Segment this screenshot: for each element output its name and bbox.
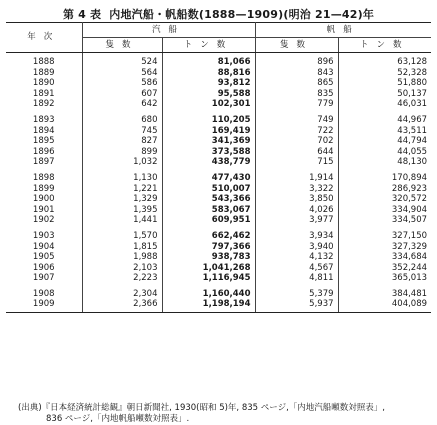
sail-ships-cell: 715 [255, 157, 338, 168]
steam-tons-cell: 169,419 [162, 126, 255, 137]
steam-tons-cell: 938,783 [162, 252, 255, 263]
year-cell: 1891 [6, 89, 82, 100]
sail-ships-cell: 4,132 [255, 252, 338, 263]
steam-tons-cell: 583,067 [162, 205, 255, 216]
table-row [6, 205, 431, 216]
steam-ships-header: 隻数 [82, 38, 162, 53]
sail-tons-cell: 327,150 [391, 230, 428, 241]
sail-tons-cell: 334,507 [391, 215, 428, 226]
sail-tons-cell: 52,328 [397, 67, 428, 78]
steam-ships-cell: 2,366 [82, 299, 162, 312]
year-cell: 1903 [6, 226, 82, 242]
sail-tons-cell: 44,967 [397, 114, 428, 125]
steam-ships-cell: 745 [82, 126, 162, 137]
sail-tons-cell: 286,923 [391, 183, 428, 194]
steam-tons-cell: 1,198,194 [162, 299, 255, 312]
sail-ships-cell: 865 [255, 78, 338, 89]
table-row [6, 89, 431, 100]
sail-tons-cell: 327,329 [391, 241, 428, 252]
steam-tons-cell: 341,369 [162, 136, 255, 147]
year-cell: 1905 [6, 252, 82, 263]
ship-statistics-table [6, 22, 431, 313]
sail-ships-cell: 4,026 [255, 205, 338, 216]
steam-ships-cell: 1,815 [82, 242, 162, 253]
sail-ships-cell: 779 [255, 99, 338, 110]
steam-tons-cell: 1,116,945 [162, 273, 255, 284]
steam-ships-cell: 827 [82, 136, 162, 147]
steam-tons-cell: 438,779 [162, 157, 255, 168]
sail-ships-cell: 3,977 [255, 215, 338, 226]
table-row [6, 252, 431, 263]
steam-tons-cell: 797,366 [162, 242, 255, 253]
sail-tons-cell: 44,794 [397, 136, 428, 147]
sail-ships-cell: 3,940 [255, 242, 338, 253]
steam-tons-cell: 1,160,440 [162, 284, 255, 300]
steam-group-header: 汽船 [82, 23, 255, 38]
year-cell: 1900 [6, 194, 82, 205]
sail-ships-cell: 722 [255, 126, 338, 137]
sail-tons-cell: 48,130 [397, 157, 428, 168]
sail-ships-cell: 3,850 [255, 194, 338, 205]
table-row [6, 184, 431, 195]
table-row [6, 110, 431, 126]
sail-ships-cell: 3,934 [255, 226, 338, 242]
sail-tons-cell: 352,244 [391, 262, 428, 273]
steam-tons-cell: 510,007 [162, 184, 255, 195]
sail-tons-cell: 404,089 [338, 299, 431, 312]
table-row [6, 284, 431, 300]
steam-tons-cell: 477,430 [162, 168, 255, 184]
table-row [6, 53, 431, 68]
steam-tons-header: トン数 [162, 38, 255, 53]
year-cell: 1893 [6, 110, 82, 126]
table-row [6, 147, 431, 158]
year-cell: 1908 [6, 284, 82, 300]
source-note [18, 403, 430, 425]
year-cell: 1899 [6, 184, 82, 195]
steam-ships-cell: 1,441 [82, 215, 162, 226]
steam-tons-cell: 81,066 [162, 53, 255, 68]
source-line-1: (出典)『日本経済統計総観』朝日新聞社, 1930(昭和 5)年, 835 ページ,「内地汽船噸数対照表」, [18, 403, 385, 413]
steam-ships-cell: 2,103 [82, 263, 162, 274]
table-row [6, 68, 431, 79]
sail-tons-header: トン数 [338, 38, 431, 53]
year-cell: 1889 [6, 68, 82, 79]
sail-tons-cell: 63,128 [397, 57, 428, 67]
table-body [6, 53, 431, 313]
year-cell: 1892 [6, 99, 82, 110]
steam-ships-cell: 1,329 [82, 194, 162, 205]
steam-ships-cell: 642 [82, 99, 162, 110]
table-title [0, 6, 437, 22]
table-row [6, 273, 431, 284]
steam-ships-cell: 607 [82, 89, 162, 100]
year-cell: 1902 [6, 215, 82, 226]
sail-tons-cell: 384,481 [391, 288, 428, 299]
sail-ships-cell: 644 [255, 147, 338, 158]
table-row [6, 194, 431, 205]
table-row [6, 226, 431, 242]
year-cell: 1898 [6, 168, 82, 184]
steam-ships-cell: 1,221 [82, 184, 162, 195]
sail-tons-cell: 334,684 [391, 252, 428, 263]
sail-tons-cell: 365,013 [391, 273, 428, 284]
steam-ships-cell: 524 [82, 53, 162, 68]
sail-tons-cell: 46,031 [397, 99, 428, 110]
year-cell: 1906 [6, 263, 82, 274]
sail-ships-cell: 896 [255, 53, 338, 68]
steam-tons-cell: 1,041,268 [162, 263, 255, 274]
table-row [6, 263, 431, 274]
steam-ships-cell: 1,032 [82, 157, 162, 168]
year-cell: 1890 [6, 78, 82, 89]
table-row [6, 215, 431, 226]
sail-ships-cell: 749 [255, 110, 338, 126]
sail-tons-cell: 170,894 [391, 172, 428, 183]
steam-tons-cell: 662,462 [162, 226, 255, 242]
steam-tons-cell: 88,816 [162, 68, 255, 79]
steam-ships-cell: 1,988 [82, 252, 162, 263]
table-row [6, 157, 431, 168]
steam-tons-cell: 373,588 [162, 147, 255, 158]
table-number: 第 4 表 [62, 8, 102, 21]
sail-ships-cell: 843 [255, 68, 338, 79]
sail-ships-cell: 5,379 [255, 284, 338, 300]
sail-ships-header: 隻数 [255, 38, 338, 53]
sail-tons-cell: 43,511 [397, 125, 428, 136]
table-row [6, 99, 431, 110]
source-line-2: 836 ページ,「内地帆船噸数対照表」. [46, 414, 190, 424]
year-cell: 1894 [6, 126, 82, 137]
sail-ships-cell: 835 [255, 89, 338, 100]
table-row [6, 136, 431, 147]
steam-tons-cell: 543,366 [162, 194, 255, 205]
table-row [6, 78, 431, 89]
year-cell: 1897 [6, 157, 82, 168]
year-cell: 1909 [6, 299, 82, 312]
year-cell: 1895 [6, 136, 82, 147]
steam-ships-cell: 1,395 [82, 205, 162, 216]
table-title-text: 内地汽船・帆船数(1888—1909)(明治 21—42)年 [109, 8, 375, 21]
sail-ships-cell: 4,567 [255, 263, 338, 274]
sail-tons-cell: 44,055 [397, 146, 428, 157]
steam-ships-cell: 899 [82, 147, 162, 158]
steam-tons-cell: 95,588 [162, 89, 255, 100]
steam-ships-cell: 680 [82, 110, 162, 126]
sail-group-header: 帆船 [255, 23, 431, 38]
steam-ships-cell: 1,570 [82, 226, 162, 242]
steam-ships-cell: 2,304 [82, 284, 162, 300]
sail-tons-cell: 320,572 [391, 194, 428, 205]
steam-ships-cell: 586 [82, 78, 162, 89]
year-cell: 1896 [6, 147, 82, 158]
year-cell: 1901 [6, 205, 82, 216]
sail-ships-cell: 702 [255, 136, 338, 147]
sail-ships-cell: 1,914 [255, 168, 338, 184]
year-cell: 1904 [6, 242, 82, 253]
table-row [6, 168, 431, 184]
year-cell: 1888 [6, 53, 82, 68]
sail-tons-cell: 50,137 [397, 88, 428, 99]
steam-ships-cell: 1,130 [82, 168, 162, 184]
sail-tons-cell: 51,880 [397, 78, 428, 89]
year-column-header: 年次 [6, 23, 82, 53]
steam-tons-cell: 609,951 [162, 215, 255, 226]
steam-ships-cell: 2,223 [82, 273, 162, 284]
steam-ships-cell: 564 [82, 68, 162, 79]
sail-ships-cell: 5,937 [255, 299, 338, 312]
sail-ships-cell: 3,322 [255, 184, 338, 195]
table-row [6, 299, 431, 312]
steam-tons-cell: 93,812 [162, 78, 255, 89]
steam-tons-cell: 110,205 [162, 110, 255, 126]
sail-tons-cell: 334,904 [391, 204, 428, 215]
table-row [6, 242, 431, 253]
steam-tons-cell: 102,301 [162, 99, 255, 110]
year-cell: 1907 [6, 273, 82, 284]
sail-ships-cell: 4,811 [255, 273, 338, 284]
table-row [6, 126, 431, 137]
